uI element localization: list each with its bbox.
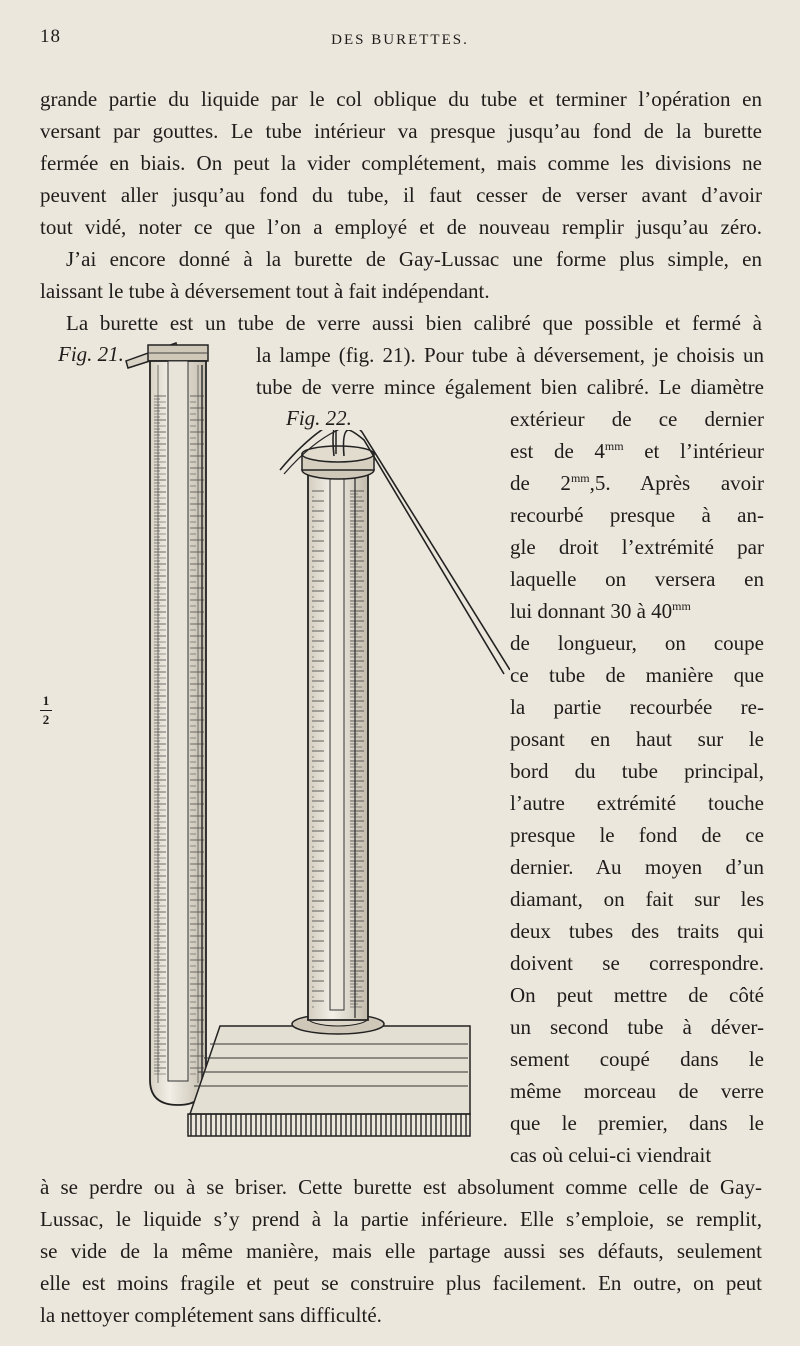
text-line: recourbé presque à an-	[510, 503, 764, 527]
text-line: même morceau de verre	[510, 1079, 764, 1103]
text-line: grande partie du liquide par le col oblique du tube et terminer l’opération en	[40, 87, 762, 111]
text-line: posant en haut sur le	[510, 727, 764, 751]
text-line: On peut mettre de côté	[510, 983, 764, 1007]
text-line: cas où celui-ci viendrait	[510, 1143, 712, 1167]
text-line: deux tubes des traits qui	[510, 919, 764, 943]
figure-22-burette-on-stand	[180, 430, 510, 1142]
text-line: tout vidé, noter ce que l’on a employé et de nouveau remplir jusqu’au zéro.	[40, 215, 762, 239]
figure-22-caption: Fig. 22.	[286, 406, 352, 430]
text-line: versant par gouttes. Le tube intérieur va presque jusqu’au fond de la burette	[40, 119, 762, 143]
text-line: laissant le tube à déversement tout à fait indépendant.	[40, 279, 490, 303]
running-title: DES BURETTES.	[331, 32, 469, 48]
text-line: dernier. Au moyen d’un	[510, 855, 764, 879]
text-line: que le premier, dans le	[510, 1111, 764, 1135]
text-line: ce tube de manière que	[510, 663, 764, 687]
text-line: lui donnant 30 à $40^{mm}$	[510, 599, 691, 623]
text-line: la partie recourbée re-	[510, 695, 764, 719]
text-line: de longueur, on coupe	[510, 631, 764, 655]
text-line: gle droit l’extrémité par	[510, 535, 764, 559]
text-line: extérieur de ce dernier	[510, 407, 764, 431]
text-line: sement coupé dans le	[510, 1047, 764, 1071]
text-line: est de $4^{mm}$ et l’intérieur	[510, 439, 764, 463]
text-line: Lussac, le liquide s’y prend à la partie inférieure. Elle s’emploie, se remplit,	[40, 1207, 762, 1231]
text-line: de $2^{mm},5$. Après avoir	[510, 471, 764, 495]
text-line: doivent se correspondre.	[510, 951, 764, 975]
text-line: l’autre extrémité touche	[510, 791, 764, 815]
text-line: bord du tube principal,	[510, 759, 764, 783]
text-line: un second tube à déver-	[510, 1015, 764, 1039]
text-line: peuvent aller jusqu’au fond du tube, il faut cesser de verser avant d’avoir	[40, 183, 762, 207]
text-line: tube de verre mince également bien calibré. Le diamètre	[256, 375, 764, 399]
text-line: laquelle on versera en	[510, 567, 764, 591]
text-line: à se perdre ou à se briser. Cette burette est absolument comme celle de Gay-	[40, 1175, 762, 1199]
text-line: La burette est un tube de verre aussi bien calibré que possible et fermé à	[66, 311, 762, 335]
text-line: J’ai encore donné à la burette de Gay-Lussac une forme plus simple, en	[66, 247, 762, 271]
text-line: se vide de la même manière, mais elle partage aussi ses défauts, seulement	[40, 1239, 762, 1263]
figure-21-caption: Fig. 21.	[58, 342, 124, 366]
text-line: la nettoyer complétement sans difficulté.	[40, 1303, 382, 1327]
text-line: presque le fond de ce	[510, 823, 764, 847]
scale-fraction: 1 2	[38, 693, 54, 728]
text-line: la lampe (fig. 21). Pour tube à déversement, je choisis un	[256, 343, 764, 367]
text-line: diamant, on fait sur les	[510, 887, 764, 911]
text-line: elle est moins fragile et peut se construire plus facilement. En outre, on peut	[40, 1271, 762, 1295]
text-line: fermée en biais. On peut la vider complétement, mais comme les divisions ne	[40, 151, 762, 175]
page-number: 18	[40, 26, 61, 47]
